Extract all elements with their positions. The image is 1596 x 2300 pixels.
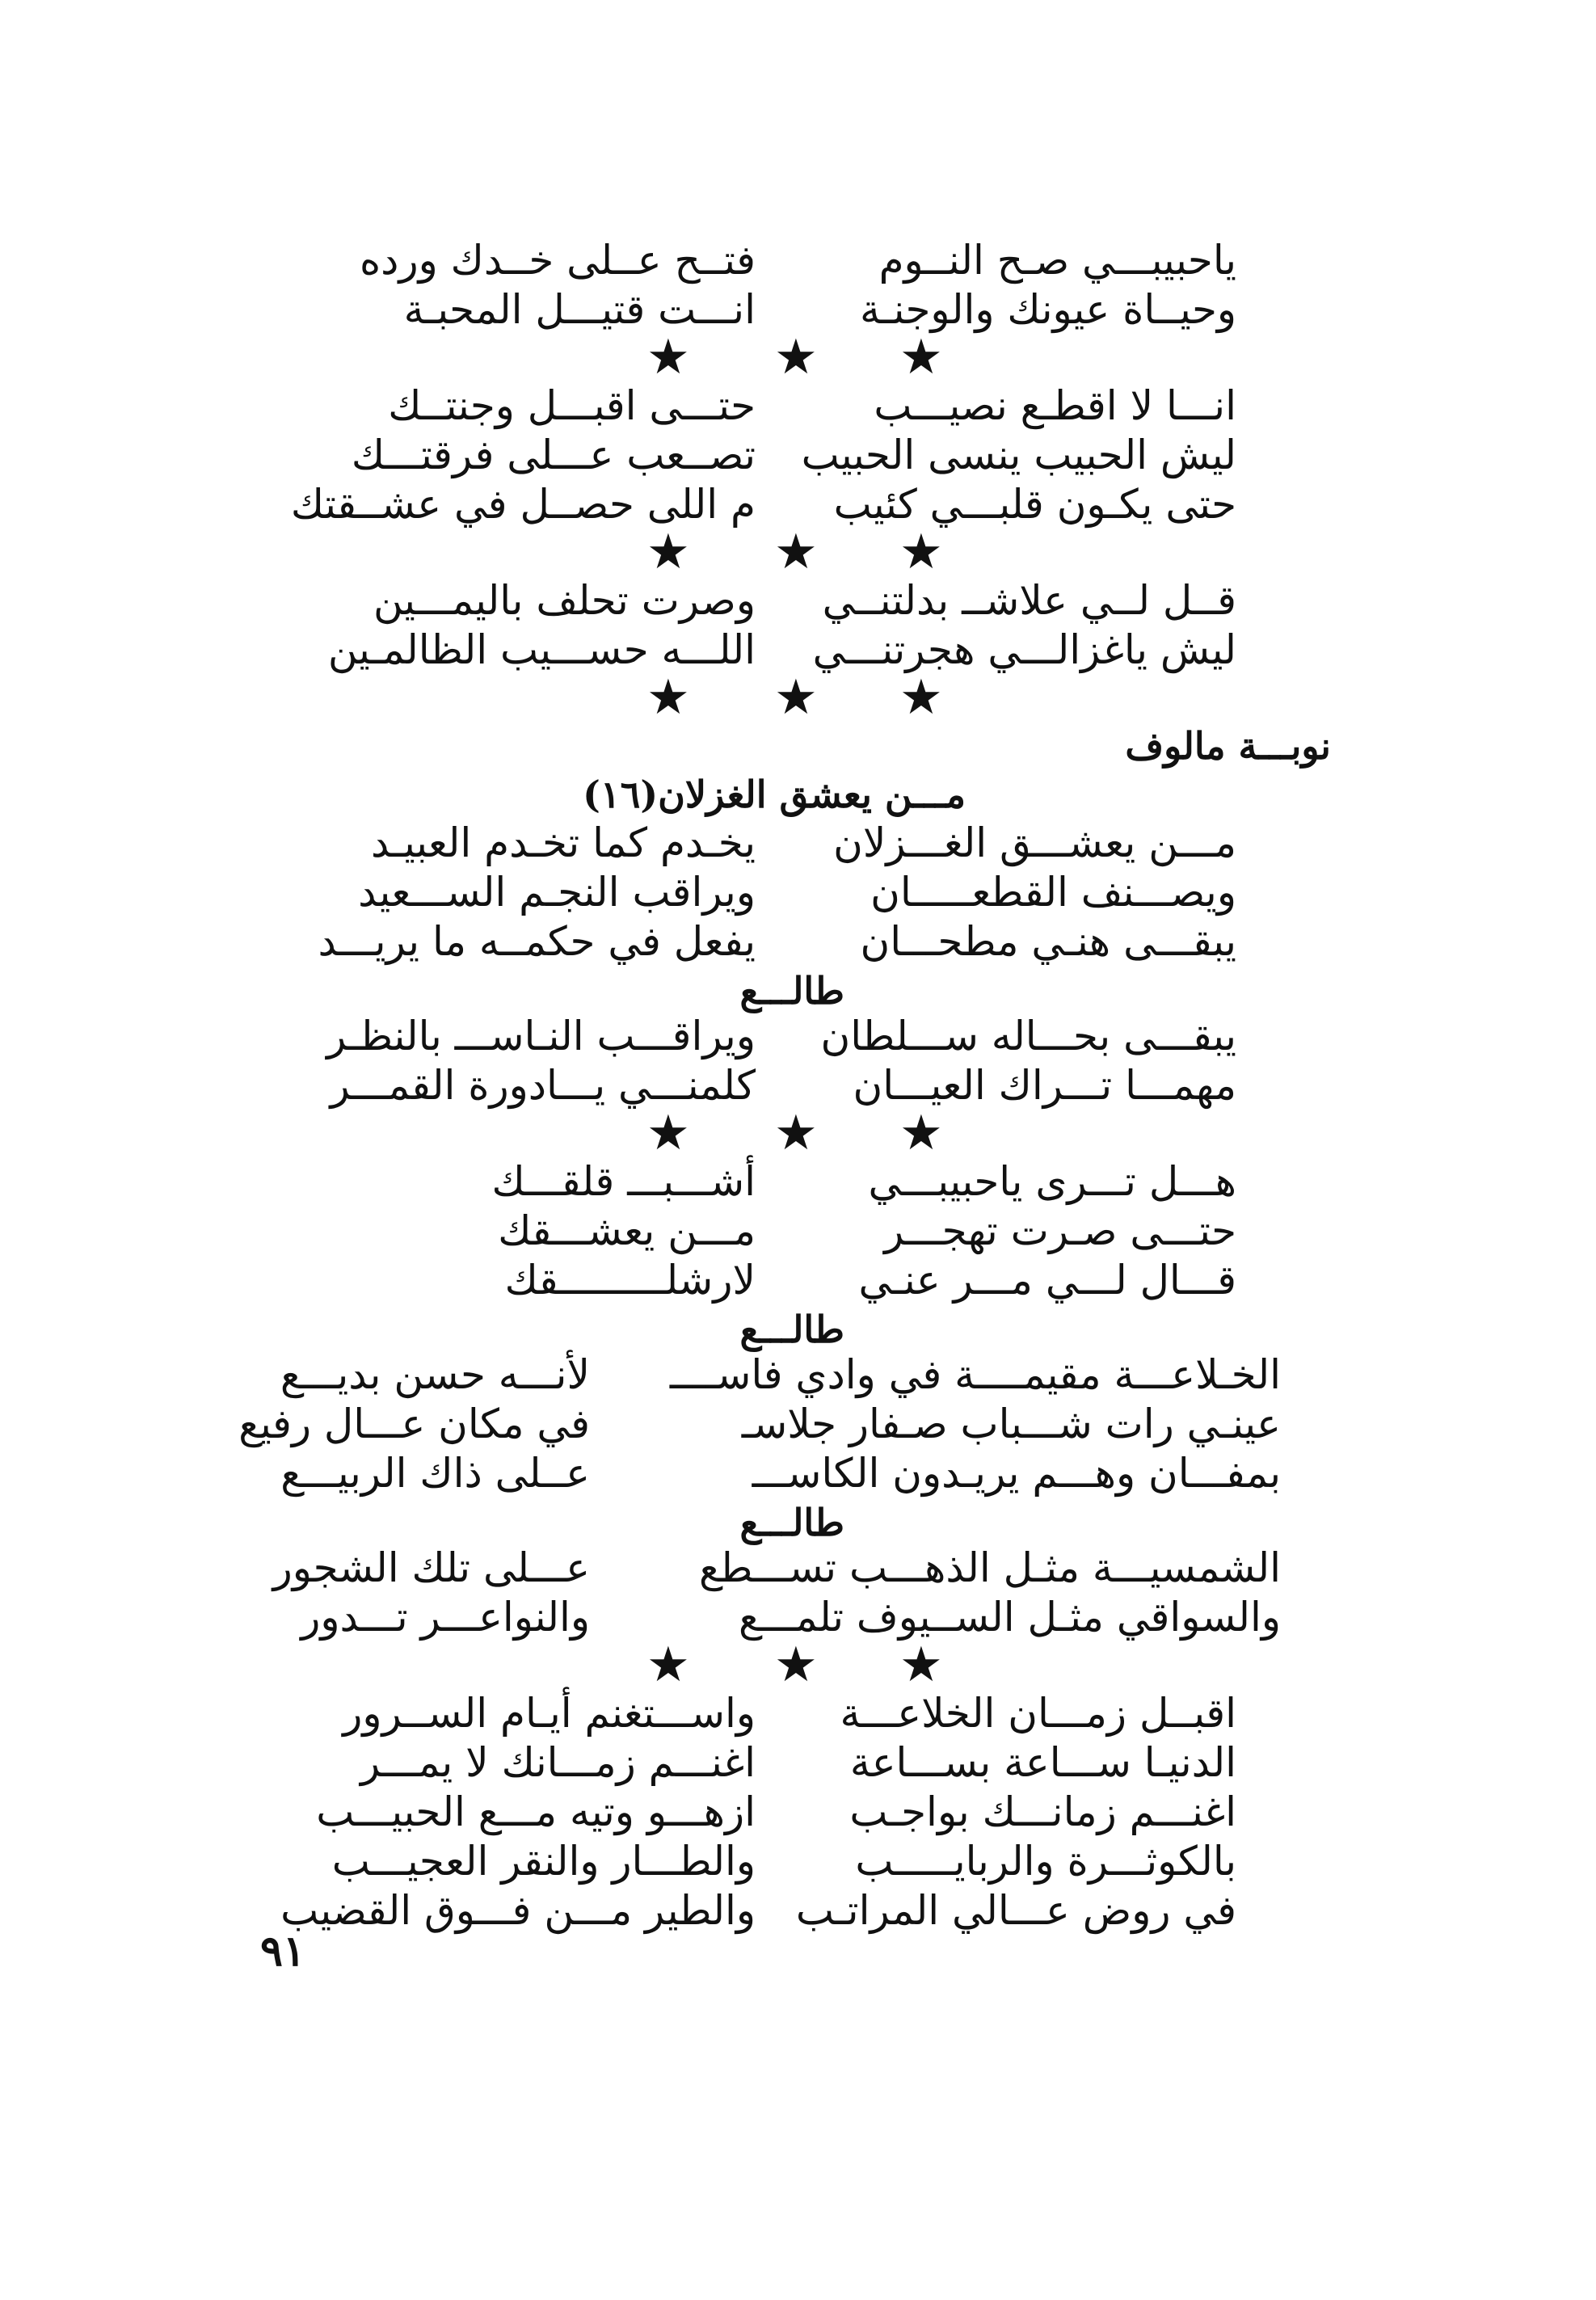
star-icon: ★	[646, 1637, 690, 1693]
verse-first-hemistich: اقبــل زمـــان الخلاعـــة	[840, 1690, 1236, 1737]
star-icon: ★	[899, 1105, 943, 1161]
verse-second-hemistich: كلمنـــي يـــادورة القمـــر	[330, 1062, 756, 1109]
verse-second-hemistich: لأنـــه حسن بديـــع	[280, 1351, 590, 1398]
verse-second-hemistich: فتــح عــلى خــدك ورده	[359, 237, 756, 284]
verse-second-hemistich: في مكان عـــال رفيع	[238, 1401, 590, 1447]
verse-second-hemistich: عــلى ذاك الربيـــع	[280, 1450, 590, 1497]
verse-first-hemistich: يبقـــى بحـــاله ســـلطان	[820, 1013, 1236, 1059]
star-icon: ★	[774, 1637, 818, 1693]
verse-second-hemistich: والطـــار والنقر العجيـــب	[331, 1838, 756, 1885]
verse-first-hemistich: وحيــاة عيونك والوجنـة	[859, 286, 1236, 333]
verse-first-hemistich: هـــل تـــرى ياحبيبـــي	[868, 1158, 1236, 1205]
star-separator	[0, 524, 1596, 580]
section-label-tali: طالـــع	[739, 1501, 844, 1544]
verse-first-hemistich: الشمسيـــة مثـل الذهـــب تســـطع	[698, 1544, 1281, 1591]
star-icon: ★	[899, 329, 943, 385]
nawba-heading: نوبـــة مالوف	[1125, 724, 1331, 768]
verse-first-hemistich: ويصـــنف القطعـــــان	[870, 869, 1236, 916]
verse-first-hemistich: انـــا لا اقطـع نصيـــب	[874, 382, 1236, 429]
verse-first-hemistich: الخـلاعـــة مقيمــــة في وادي فاســــ	[669, 1351, 1281, 1398]
star-icon: ★	[899, 1637, 943, 1693]
star-icon: ★	[646, 669, 690, 726]
star-icon: ★	[646, 329, 690, 385]
star-icon: ★	[899, 669, 943, 726]
verse-second-hemistich: واســـتغنم أيـام الســرور	[343, 1690, 756, 1737]
verse-first-hemistich: حتـــى صـرت تهجـــر	[884, 1207, 1236, 1254]
verse-second-hemistich: تصــعب عـــلى فرقتـــك	[351, 432, 756, 478]
verse-second-hemistich: انـــت قتيـــل المحبـة	[403, 286, 756, 333]
poem-title: مـــن يعشق الغزلان(١٦)	[583, 773, 966, 816]
verse-first-hemistich: مهمـــا تـــراك العيـــان	[853, 1062, 1236, 1109]
verse-second-hemistich: والنواعـــر تـــدور	[301, 1594, 590, 1641]
star-icon: ★	[774, 329, 818, 385]
verse-second-hemistich: ازهـــو وتيه مـــع الحبيـــب	[316, 1788, 756, 1835]
star-separator	[0, 669, 1596, 726]
verse-first-hemistich: ليش ياغزالـــي هجرتنـــي	[812, 626, 1236, 673]
verse-second-hemistich: وصرت تحلف باليمـــين	[373, 577, 756, 624]
verse-second-hemistich: أشـــبـــ قلقـــك	[491, 1158, 756, 1205]
verse-first-hemistich: يبقـــى هنـي مطحـــان	[860, 918, 1236, 965]
verse-first-hemistich: قـــال لـــي مـــر عنـي	[858, 1257, 1236, 1304]
verse-first-hemistich: الدنيـا ســـاعة بســـاعة	[849, 1739, 1236, 1786]
star-separator	[0, 329, 1596, 385]
verse-second-hemistich: مـــن يعشـــقك	[498, 1207, 756, 1254]
star-icon: ★	[774, 1105, 818, 1161]
page-number: ٩١	[260, 1927, 305, 1976]
star-icon: ★	[774, 669, 818, 726]
verse-second-hemistich: يفعل في حكمــه ما يريـــد	[318, 918, 756, 965]
verse-first-hemistich: بمفـــان وهـــم يريـدون الكاســـ	[752, 1450, 1281, 1497]
verse-first-hemistich: ياحبيبـــي صـح النــوم	[878, 237, 1236, 284]
verse-first-hemistich: في روض عـــالي المراتـب	[795, 1887, 1236, 1934]
star-icon: ★	[774, 524, 818, 580]
verse-first-hemistich: قــل لــي علاشــ بدلتنــي	[822, 577, 1236, 624]
verse-second-hemistich: اللـــه حســـيب الظالمـين	[327, 626, 756, 673]
verse-first-hemistich: ليش الحبيب ينسى الحبيب	[801, 432, 1236, 478]
section-label-tali: طالـــع	[739, 1308, 844, 1351]
verse-second-hemistich: م اللى حصــل في عشــقتك	[290, 481, 756, 528]
star-icon: ★	[646, 524, 690, 580]
star-separator	[0, 1105, 1596, 1161]
star-icon: ★	[899, 524, 943, 580]
verse-second-hemistich: لارشلـــــــــقك	[504, 1257, 756, 1304]
verse-second-hemistich: يخـدم كما تخـدم العبيـد	[370, 819, 756, 866]
star-icon: ★	[646, 1105, 690, 1161]
verse-second-hemistich: ويراقب النجـم الســـعيد	[358, 869, 756, 916]
verse-second-hemistich: عـــلى تلك الشجور	[272, 1544, 590, 1591]
section-label-tali: طالـــع	[739, 969, 844, 1013]
verse-first-hemistich: والسواقي مثـل الســيوف تلمـــع	[739, 1594, 1281, 1641]
verse-second-hemistich: ويراقـــب النـاســـ بالنظـر	[326, 1013, 756, 1059]
verse-second-hemistich: اغنـــم زمـــانك لا يمـــر	[360, 1739, 756, 1786]
verse-second-hemistich: والطير مـــن فـــوق القضيب	[280, 1887, 756, 1934]
verse-first-hemistich: حتى يكـون قلبـــي كئيب	[833, 481, 1236, 528]
star-separator	[0, 1637, 1596, 1693]
verse-first-hemistich: مـــن يعشـــق الغـــزلان	[833, 819, 1236, 866]
verse-first-hemistich: عينـي رات شـــباب صـفار جلاسـ	[741, 1401, 1281, 1447]
verse-first-hemistich: اغنـــم زمانـــك بواجـب	[849, 1788, 1236, 1835]
verse-second-hemistich: حتـــى اقبـــل وجنتــك	[388, 382, 756, 429]
verse-first-hemistich: بالكوثـــرة والربايـــــب	[855, 1838, 1236, 1885]
